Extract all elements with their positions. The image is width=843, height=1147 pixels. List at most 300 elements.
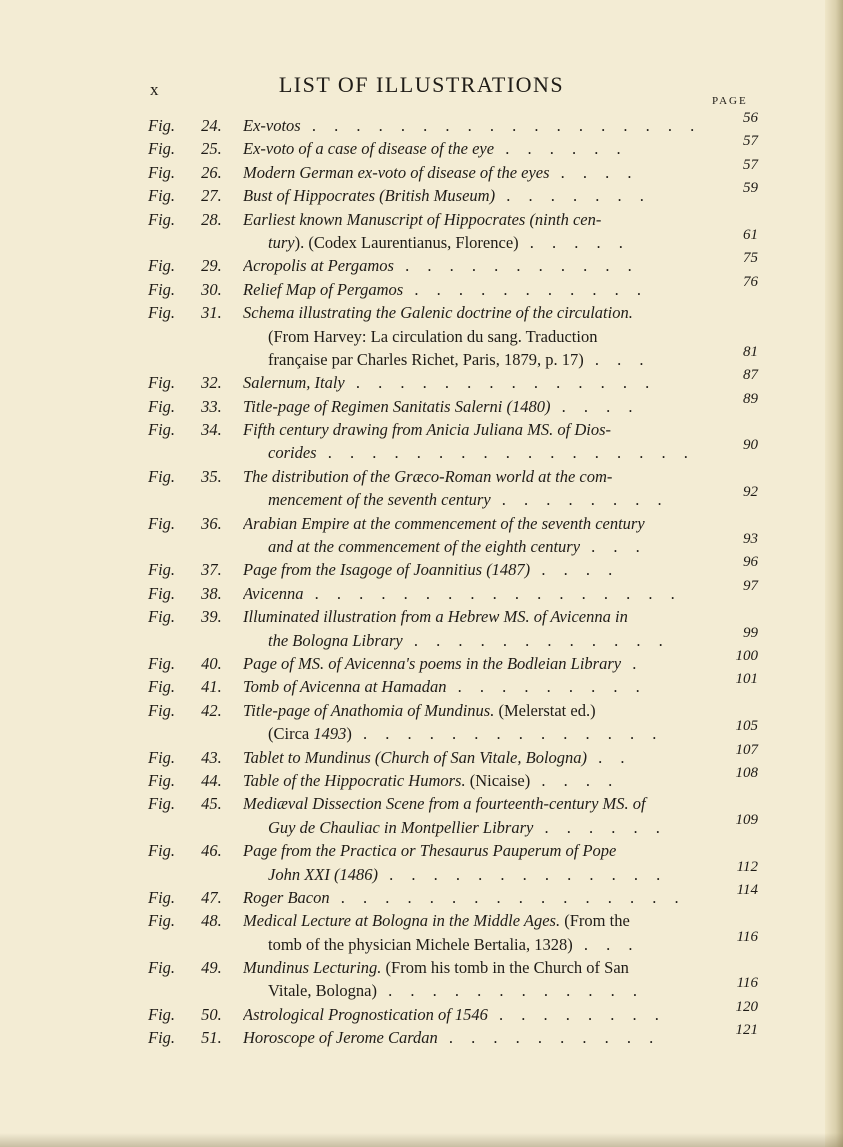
- entry-line: [148, 909, 758, 932]
- figure-label: [148, 605, 222, 628]
- page-reference: 107: [735, 741, 758, 758]
- caption-segment: Roger Bacon: [243, 887, 330, 907]
- caption-segment: Page of MS. of Avicenna's poems in the Bodleian Library: [243, 653, 622, 673]
- list-item: [148, 605, 758, 652]
- figure-label: [148, 137, 222, 160]
- page-reference: 93: [743, 531, 758, 548]
- figure-prefix: Fig.: [148, 139, 176, 159]
- caption-text: [243, 137, 706, 160]
- caption-text: [268, 488, 706, 511]
- figure-prefix: Fig.: [148, 583, 176, 603]
- caption-segment: Table of the Hippocratic Humors.: [243, 770, 466, 790]
- page-number: x: [150, 80, 160, 99]
- list-item: [148, 792, 758, 839]
- caption-segment: Medical Lecture at Bologna in the Middle Ages.: [243, 911, 561, 931]
- figure-number: 35.: [197, 466, 222, 486]
- caption-text: [243, 371, 706, 394]
- caption-segment: Mediæval Dissection Scene from a fourteenth-century MS. of: [243, 794, 646, 814]
- caption-segment: (From his tomb in the Church of San: [381, 958, 629, 978]
- dot-leader: . . . . . . . . . .: [437, 1028, 661, 1048]
- figure-prefix: Fig.: [148, 186, 176, 206]
- figure-label: [148, 254, 222, 277]
- figure-prefix: Fig.: [148, 256, 176, 276]
- figure-label: [148, 114, 222, 137]
- caption-text: [243, 792, 706, 815]
- figure-number: 32.: [197, 373, 222, 393]
- dot-leader: . . . . . . . . . . . .: [376, 981, 644, 1001]
- page-reference: 108: [735, 764, 758, 781]
- dot-leader: . . . . . . . . . . . . . . . . . .: [300, 116, 702, 135]
- figure-number: 47.: [197, 887, 222, 907]
- entry-line: [148, 671, 758, 698]
- figure-number: 51.: [197, 1028, 222, 1048]
- list-item: [148, 110, 758, 137]
- list-item: [148, 554, 758, 581]
- list-item: [148, 699, 758, 746]
- figure-prefix: Fig.: [148, 841, 176, 861]
- figure-prefix: Fig.: [148, 700, 176, 720]
- dot-leader: . . . .: [549, 162, 639, 182]
- figure-number: 38.: [197, 583, 222, 603]
- figure-prefix: Fig.: [148, 279, 176, 299]
- page-reference: 116: [736, 975, 758, 992]
- caption-text: [268, 722, 706, 745]
- entry-line: [148, 624, 758, 652]
- entry-line: [148, 208, 758, 231]
- entry-line: [148, 956, 758, 979]
- caption-text: [243, 161, 706, 184]
- figure-label: [148, 395, 222, 418]
- figure-label: [148, 1003, 222, 1026]
- entry-line: [148, 273, 758, 301]
- page-reference: 56: [743, 110, 758, 126]
- page-reference: 112: [736, 858, 758, 875]
- page-reference: 75: [743, 250, 758, 267]
- page-reference: 76: [743, 273, 758, 290]
- entry-line: [148, 741, 758, 769]
- figure-label: [148, 675, 222, 698]
- dot-leader: . . . . . . . .: [487, 1004, 666, 1024]
- page-reference: 57: [743, 133, 758, 150]
- page-reference: 101: [735, 671, 758, 688]
- entry-line: [148, 647, 758, 675]
- figure-label: [148, 746, 222, 769]
- figure-label: [148, 956, 222, 979]
- dot-leader: . . . . . . . . . . .: [403, 279, 648, 299]
- caption-segment: Tomb of Avicenna at Hamadan: [243, 677, 447, 697]
- illustration-list: [148, 110, 758, 1050]
- figure-prefix: Fig.: [148, 794, 176, 814]
- page-reference: 57: [743, 156, 758, 173]
- figure-number: 41.: [197, 677, 222, 697]
- entry-line: [148, 437, 758, 464]
- dot-leader: . . . .: [550, 396, 640, 416]
- caption-segment: and at the commencement of the eighth century: [268, 537, 581, 557]
- figure-number: 26.: [197, 162, 222, 182]
- entry-line: [148, 764, 758, 792]
- figure-number: 46.: [197, 841, 222, 861]
- dot-leader: . . . . . .: [533, 817, 667, 837]
- caption-text: [243, 301, 706, 324]
- caption-segment: the Bologna Library: [268, 630, 403, 650]
- dot-leader: . . . . . . .: [495, 186, 651, 206]
- figure-number: 37.: [197, 560, 222, 580]
- entry-line: [148, 226, 758, 254]
- dot-leader: . . . . . . . . . . . .: [402, 630, 670, 650]
- list-item: [148, 250, 758, 277]
- entry-line: [148, 975, 758, 1002]
- dot-leader: . . . . .: [518, 232, 630, 252]
- list-item: [148, 273, 758, 301]
- entry-line: [148, 156, 758, 184]
- caption-segment: (Nicaise): [465, 770, 531, 790]
- figure-number: 33.: [197, 396, 222, 416]
- entry-line: [148, 858, 758, 886]
- caption-text: [268, 231, 706, 254]
- list-item: [148, 881, 758, 909]
- entry-line: [148, 577, 758, 605]
- caption-text: [243, 956, 706, 979]
- caption-segment: Page from the Practica or Thesaurus Pauperum of Pope: [243, 841, 617, 861]
- figure-number: 48.: [197, 911, 222, 931]
- entry-line: [148, 343, 758, 371]
- figure-number: 28.: [197, 209, 222, 229]
- caption-text: [243, 839, 706, 862]
- caption-text: [243, 395, 706, 418]
- figure-prefix: Fig.: [148, 1004, 176, 1024]
- dot-leader: . . . . . .: [494, 139, 628, 159]
- entry-line: [148, 718, 758, 745]
- caption-text: [268, 629, 706, 652]
- list-item: [148, 367, 758, 394]
- caption-segment: Fifth century drawing from Anicia Juliana MS. of Dios-: [243, 420, 612, 440]
- caption-text: [243, 465, 706, 488]
- dot-leader: . . . . . . . . . . . . . . . . .: [303, 583, 682, 603]
- figure-prefix: Fig.: [148, 396, 176, 416]
- list-item: [148, 1022, 758, 1049]
- caption-text: [243, 909, 706, 932]
- page-shadow: [0, 1133, 843, 1147]
- caption-text: [268, 863, 706, 886]
- entry-line: [148, 250, 758, 277]
- figure-number: 49.: [197, 958, 222, 978]
- figure-number: 25.: [197, 139, 222, 159]
- figure-prefix: Fig.: [148, 770, 176, 790]
- figure-prefix: Fig.: [148, 373, 176, 393]
- caption-text: [243, 418, 706, 441]
- caption-segment: (From Harvey: La circulation du sang. Traduction: [268, 326, 598, 346]
- caption-segment: tury: [268, 232, 295, 252]
- caption-text: [243, 699, 706, 722]
- entry-line: [148, 325, 758, 348]
- entry-line: [148, 418, 758, 441]
- figure-prefix: Fig.: [148, 560, 176, 580]
- caption-segment: Schema illustrating the Galenic doctrine of the circulation.: [243, 303, 633, 323]
- list-item: [148, 741, 758, 769]
- caption-segment: ). (Codex Laurentianus, Florence): [294, 232, 519, 252]
- figure-number: 42.: [197, 700, 222, 720]
- caption-segment: Title-page of Anathomia of Mundinus.: [243, 700, 495, 720]
- caption-segment: Ex-voto of a case of disease of the eye: [243, 139, 495, 159]
- caption-text: [268, 933, 706, 956]
- caption-text: [243, 278, 706, 301]
- entry-line: [148, 1022, 758, 1049]
- page-column-label: PAGE: [712, 95, 748, 107]
- caption-segment: Page from the Isagoge of Joannitius (1487): [243, 560, 531, 580]
- figure-number: 36.: [197, 513, 222, 533]
- figure-number: 43.: [197, 747, 222, 767]
- list-item: [148, 208, 758, 255]
- figure-prefix: Fig.: [148, 747, 176, 767]
- caption-text: [268, 441, 706, 464]
- caption-segment: Horoscope of Jerome Cardan: [243, 1028, 438, 1048]
- figure-label: [148, 558, 222, 581]
- caption-text: [243, 558, 706, 581]
- caption-text: [243, 675, 706, 698]
- figure-number: 34.: [197, 420, 222, 440]
- caption-segment: française par Charles Richet, Paris, 1879, p. 17): [268, 349, 584, 369]
- list-item: [148, 998, 758, 1026]
- figure-label: [148, 161, 222, 184]
- figure-prefix: Fig.: [148, 116, 176, 135]
- page-reference: 121: [735, 1022, 758, 1039]
- list-item: [148, 909, 758, 956]
- list-item: [148, 418, 758, 465]
- page-reference: 100: [735, 647, 758, 664]
- caption-segment: (Melerstat ed.): [494, 700, 596, 720]
- caption-text: [243, 582, 706, 605]
- figure-label: [148, 278, 222, 301]
- entry-line: [148, 699, 758, 722]
- dot-leader: . . .: [583, 349, 651, 369]
- dot-leader: . . . . . . . . . . . . . . . . .: [316, 443, 695, 463]
- caption-text: [268, 325, 706, 348]
- entry-line: [148, 390, 758, 418]
- caption-segment: Acropolis at Pergamos: [243, 256, 394, 276]
- figure-label: [148, 839, 222, 862]
- caption-segment: Bust of Hippocrates (British Museum): [243, 186, 496, 206]
- figure-prefix: Fig.: [148, 303, 176, 323]
- dot-leader: . . . . . . . . . . . . .: [377, 864, 668, 884]
- figure-label: [148, 184, 222, 207]
- figure-label: [148, 418, 222, 441]
- entry-line: [148, 998, 758, 1026]
- figure-number: 40.: [197, 653, 222, 673]
- list-item: [148, 465, 758, 512]
- list-item: [148, 390, 758, 418]
- list-item: [148, 839, 758, 886]
- figure-prefix: Fig.: [148, 653, 176, 673]
- list-item: [148, 647, 758, 675]
- list-item: [148, 301, 758, 371]
- caption-segment: John XXI (1486): [268, 864, 378, 884]
- caption-segment: corides: [268, 443, 317, 463]
- figure-prefix: Fig.: [148, 1028, 176, 1048]
- caption-segment: tomb of the physician Michele Bertalia, 1328): [268, 934, 573, 954]
- figure-label: [148, 886, 222, 909]
- dot-leader: . . . . . . . . .: [446, 677, 647, 697]
- figure-label: [148, 699, 222, 722]
- figure-prefix: Fig.: [148, 420, 176, 440]
- figure-label: [148, 512, 222, 535]
- caption-segment: The distribution of the Græco-Roman world at the com-: [243, 466, 613, 486]
- figure-prefix: Fig.: [148, 209, 176, 229]
- page-reference: 96: [743, 554, 758, 571]
- figure-prefix: Fig.: [148, 513, 176, 533]
- caption-segment: Earliest known Manuscript of Hippocrates (ninth cen-: [243, 209, 602, 229]
- page-reference: 90: [743, 437, 758, 454]
- figure-number: 39.: [197, 607, 222, 627]
- figure-label: [148, 465, 222, 488]
- entry-line: [148, 792, 758, 815]
- figure-prefix: Fig.: [148, 677, 176, 697]
- figure-prefix: Fig.: [148, 958, 176, 978]
- figure-number: 31.: [197, 303, 222, 323]
- entry-line: [148, 531, 758, 558]
- figure-prefix: Fig.: [148, 887, 176, 907]
- caption-text: [243, 254, 706, 277]
- figure-number: 45.: [197, 794, 222, 814]
- figure-prefix: Fig.: [148, 607, 176, 627]
- page-reference: 89: [743, 390, 758, 407]
- caption-segment: 1493: [313, 724, 347, 744]
- list-item: [148, 577, 758, 605]
- entry-line: [148, 110, 758, 137]
- entry-line: [148, 301, 758, 324]
- figure-number: 29.: [197, 256, 222, 276]
- figure-prefix: Fig.: [148, 466, 176, 486]
- dot-leader: . . . .: [530, 560, 620, 580]
- entry-line: [148, 512, 758, 535]
- dot-leader: . .: [587, 747, 632, 767]
- caption-text: [243, 746, 706, 769]
- page-reference: 116: [736, 928, 758, 945]
- caption-text: [243, 605, 706, 628]
- page-reference: 81: [743, 343, 758, 360]
- caption-segment: Arabian Empire at the commencement of the seventh century: [243, 513, 645, 533]
- figure-number: 30.: [197, 279, 222, 299]
- entry-line: [148, 465, 758, 488]
- figure-label: [148, 1026, 222, 1049]
- entry-line: [148, 839, 758, 862]
- list-item: [148, 512, 758, 559]
- caption-segment: Mundinus Lecturing.: [243, 958, 382, 978]
- caption-segment: Ex-votos: [243, 116, 301, 135]
- caption-text: [243, 184, 706, 207]
- caption-segment: Modern German ex-voto of disease of the eyes: [243, 162, 550, 182]
- figure-number: 24.: [197, 116, 222, 135]
- figure-prefix: Fig.: [148, 162, 176, 182]
- dot-leader: . . .: [572, 934, 640, 954]
- figure-label: [148, 371, 222, 394]
- page-reference: 114: [736, 881, 758, 898]
- caption-segment: Guy de Chauliac in Montpellier Library: [268, 817, 534, 837]
- caption-segment: Title-page of Regimen Sanitatis Salerni (1480): [243, 396, 551, 416]
- page-reference: 105: [735, 718, 758, 735]
- dot-leader: . . .: [580, 537, 647, 557]
- caption-text: [243, 1026, 706, 1049]
- page-title: LIST OF ILLUSTRATIONS: [278, 72, 565, 97]
- page-reference: 59: [743, 180, 758, 197]
- page-reference: 97: [743, 577, 758, 594]
- dot-leader: . . . . . . . .: [490, 490, 669, 510]
- caption-text: [268, 816, 706, 839]
- caption-segment: ): [346, 724, 352, 744]
- figure-label: [148, 792, 222, 815]
- caption-text: [243, 886, 706, 909]
- caption-segment: Vitale, Bologna): [268, 981, 377, 1001]
- caption-text: [243, 1003, 706, 1026]
- dot-leader: .: [621, 653, 644, 673]
- dot-leader: . . . . . . . . . . .: [393, 256, 639, 276]
- page-reference: 109: [735, 811, 758, 828]
- entry-line: [148, 928, 758, 956]
- entry-line: [148, 554, 758, 581]
- entry-line: [148, 367, 758, 394]
- caption-text: [243, 512, 706, 535]
- dot-leader: . . . . . . . . . . . . . . . .: [329, 887, 686, 907]
- caption-segment: mencement of the seventh century: [268, 490, 491, 510]
- figure-number: 27.: [197, 186, 222, 206]
- caption-text: [268, 348, 706, 371]
- figure-label: [148, 301, 222, 324]
- page-reference: 99: [743, 624, 758, 641]
- figure-label: [148, 652, 222, 675]
- list-item: [148, 671, 758, 698]
- entry-line: [148, 881, 758, 909]
- page-reference: 120: [735, 998, 758, 1015]
- page-reference: 87: [743, 367, 758, 384]
- caption-segment: Astrological Prognostication of 1546: [243, 1004, 488, 1024]
- dot-leader: . . . .: [530, 770, 620, 790]
- caption-segment: (Circa: [268, 724, 314, 744]
- caption-text: [243, 114, 706, 137]
- caption-segment: Illuminated illustration from a Hebrew MS. of Avicenna in: [243, 607, 628, 627]
- list-item: [148, 764, 758, 792]
- dot-leader: . . . . . . . . . . . . . .: [344, 373, 657, 393]
- caption-segment: Relief Map of Pergamos: [243, 279, 404, 299]
- caption-text: [268, 979, 706, 1002]
- caption-text: [268, 535, 706, 558]
- dot-leader: . . . . . . . . . . . . . .: [351, 724, 664, 744]
- figure-number: 50.: [197, 1004, 222, 1024]
- page-edge: [825, 0, 843, 1147]
- list-item: [148, 956, 758, 1003]
- entry-line: [148, 133, 758, 160]
- caption-segment: Avicenna: [243, 583, 304, 603]
- entry-line: [148, 180, 758, 207]
- figure-label: [148, 208, 222, 231]
- caption-text: [243, 769, 706, 792]
- entry-line: [148, 484, 758, 511]
- list-item: [148, 156, 758, 184]
- caption-segment: (From the: [560, 911, 630, 931]
- figure-prefix: Fig.: [148, 911, 176, 931]
- entry-line: [148, 811, 758, 839]
- caption-segment: Tablet to Mundinus (Church of San Vitale, Bologna): [243, 747, 588, 767]
- figure-number: 44.: [197, 770, 222, 790]
- caption-text: [243, 208, 706, 231]
- figure-label: [148, 769, 222, 792]
- list-item: [148, 180, 758, 207]
- page-reference: 61: [743, 226, 758, 243]
- list-item: [148, 133, 758, 160]
- page-reference: 92: [743, 484, 758, 501]
- figure-label: [148, 582, 222, 605]
- entry-line: [148, 605, 758, 628]
- figure-label: [148, 909, 222, 932]
- caption-segment: Salernum, Italy: [243, 373, 345, 393]
